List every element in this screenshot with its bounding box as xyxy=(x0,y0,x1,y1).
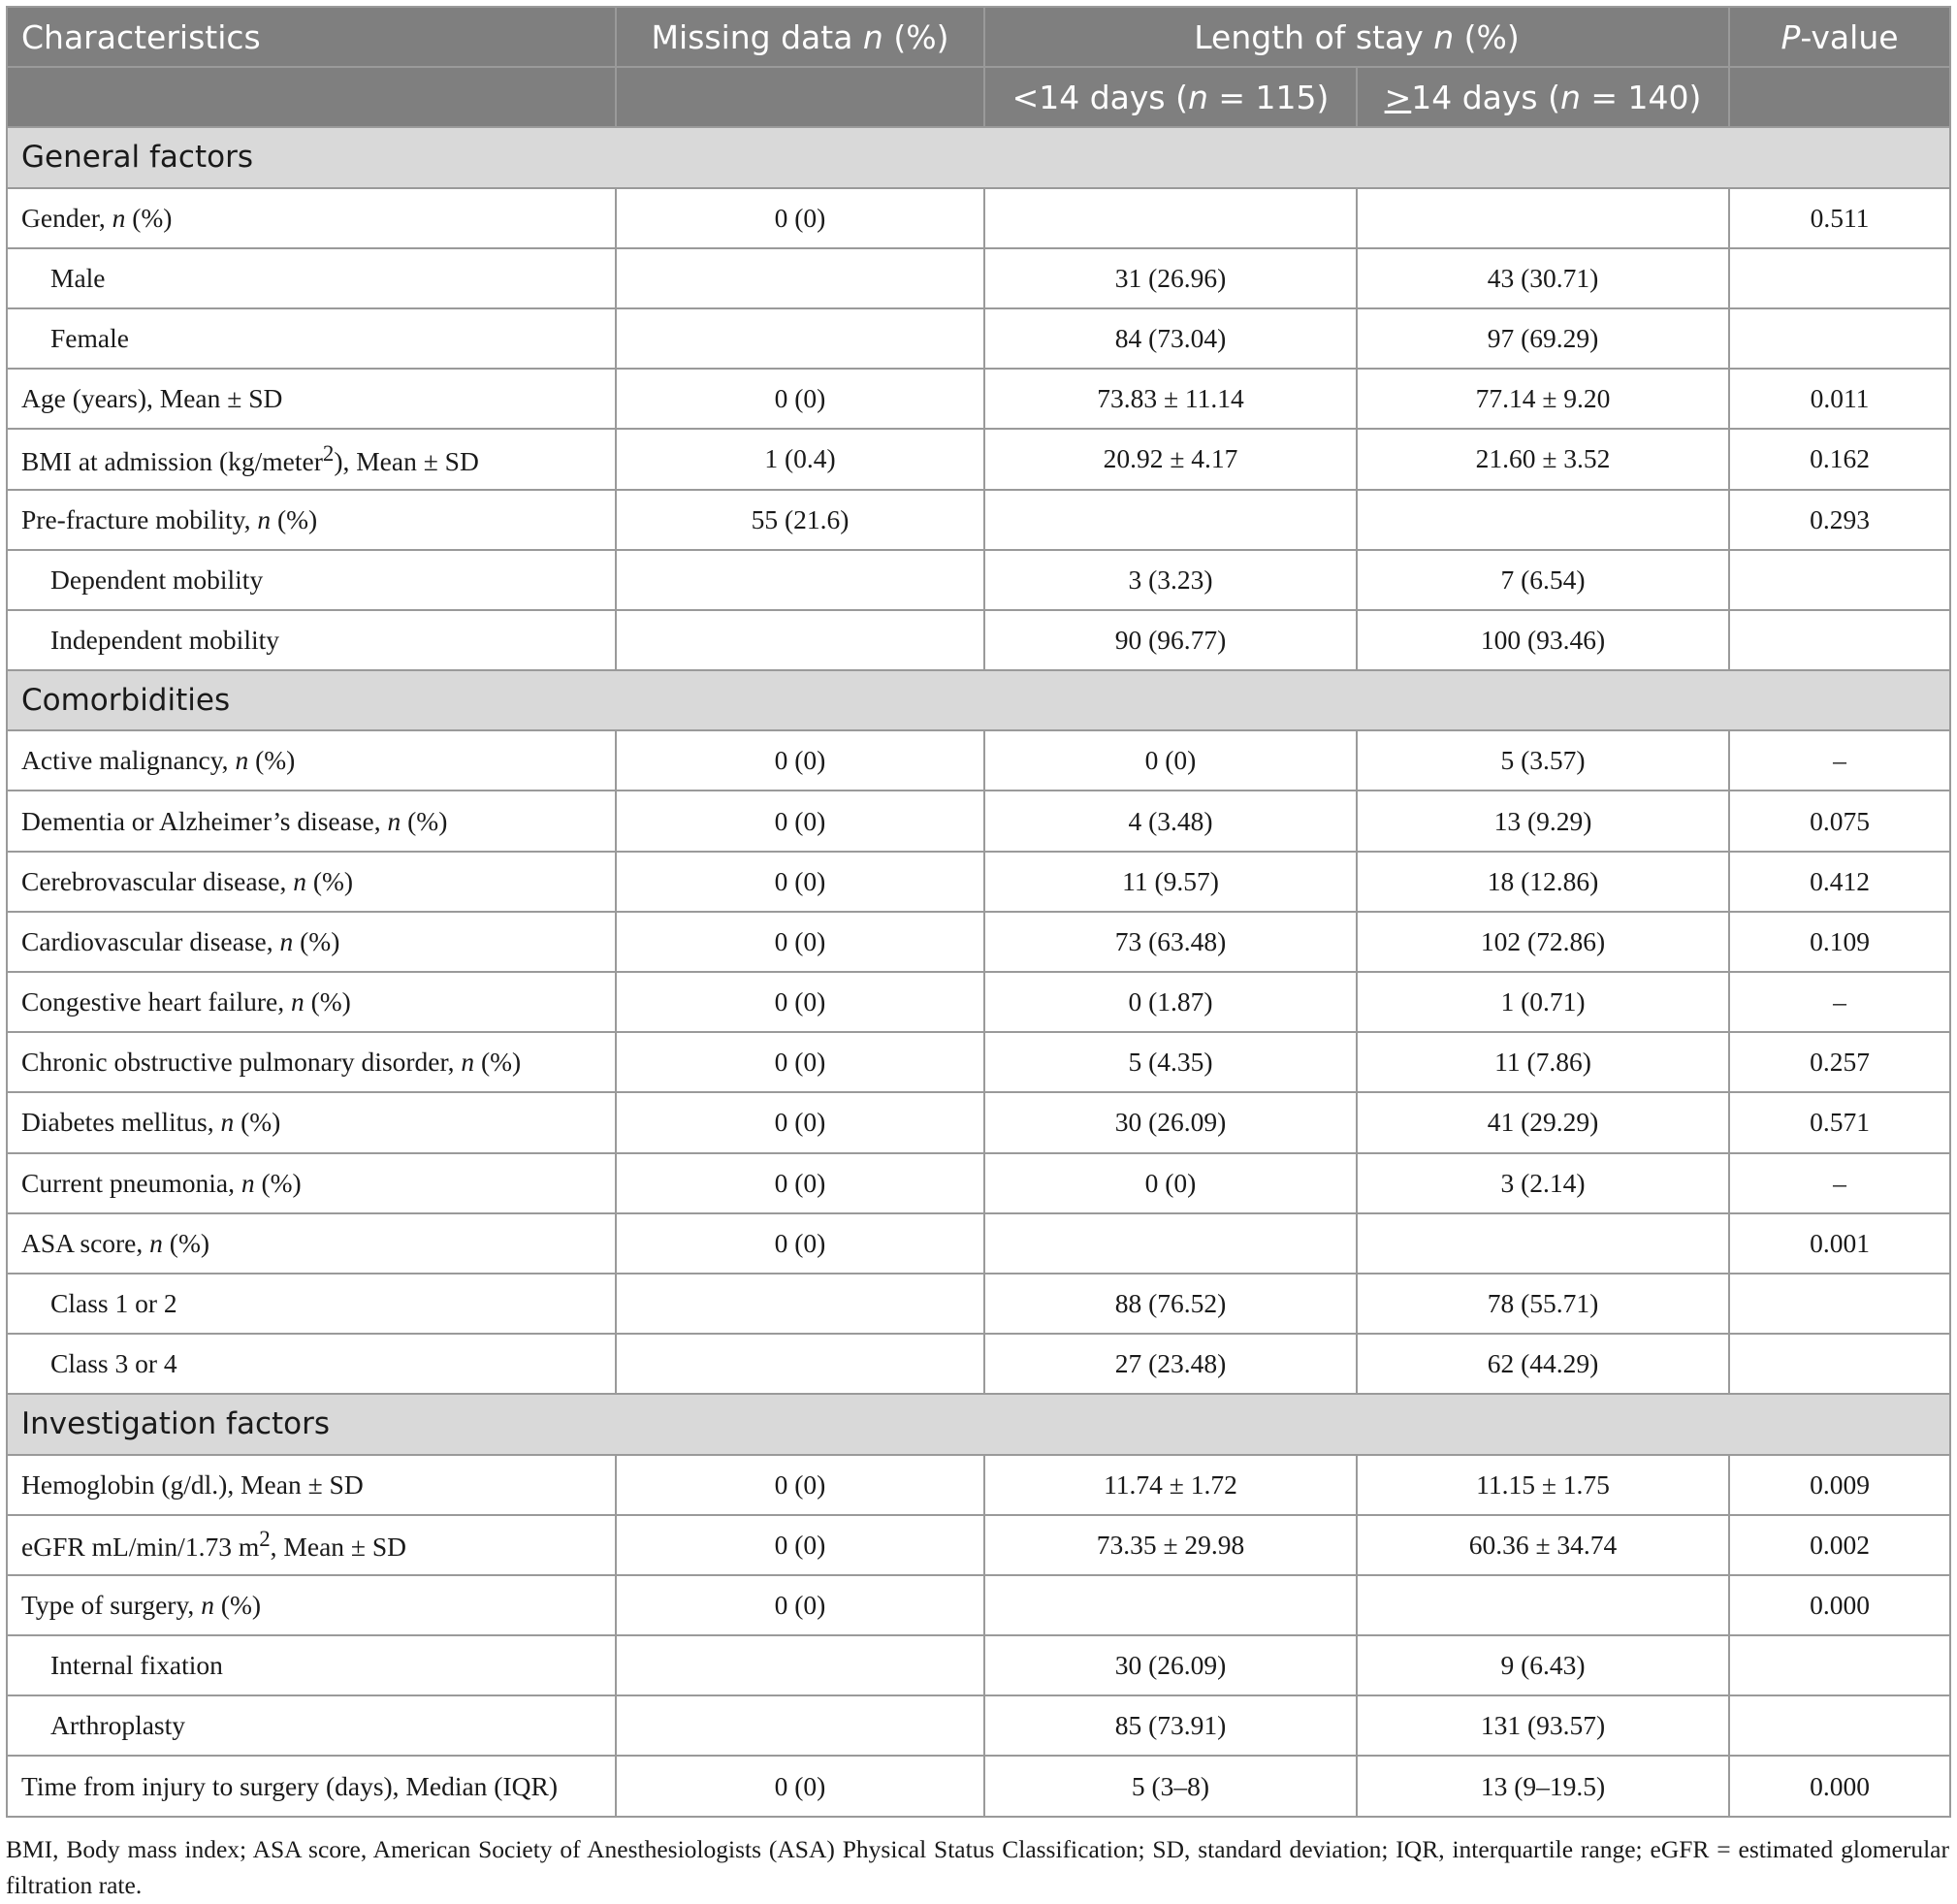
cell-under-14: 11.74 ± 1.72 xyxy=(984,1455,1357,1515)
cell-p-value xyxy=(1729,550,1950,610)
subheader-empty xyxy=(616,67,984,127)
cell-14-plus: 9 (6.43) xyxy=(1357,1635,1729,1695)
cell-missing: 0 (0) xyxy=(616,188,984,248)
cell-missing: 0 (0) xyxy=(616,730,984,791)
cell-under-14 xyxy=(984,188,1357,248)
header-group-under-14: <14 days (n = 115) xyxy=(984,67,1357,127)
cell-under-14: 11 (9.57) xyxy=(984,852,1357,912)
cell-missing xyxy=(616,1274,984,1334)
cell-p-value xyxy=(1729,1274,1950,1334)
cell-14-plus: 97 (69.29) xyxy=(1357,308,1729,369)
cell-under-14 xyxy=(984,1213,1357,1274)
row-label: Age (years), Mean ± SD xyxy=(7,369,616,429)
cell-under-14: 4 (3.48) xyxy=(984,791,1357,851)
cell-14-plus: 13 (9–19.5) xyxy=(1357,1756,1729,1816)
cell-missing: 0 (0) xyxy=(616,852,984,912)
header-missing-data: Missing data n (%) xyxy=(616,7,984,67)
section-title: Comorbidities xyxy=(7,670,1950,730)
cell-14-plus: 41 (29.29) xyxy=(1357,1092,1729,1152)
cell-under-14: 5 (4.35) xyxy=(984,1032,1357,1092)
cell-missing: 0 (0) xyxy=(616,791,984,851)
cell-under-14: 73 (63.48) xyxy=(984,912,1357,972)
cell-under-14: 85 (73.91) xyxy=(984,1695,1357,1756)
row-label: Internal fixation xyxy=(7,1635,616,1695)
table-row-type-of-surgery xyxy=(7,1575,1950,1635)
cell-missing: 0 (0) xyxy=(616,1455,984,1515)
cell-missing: 0 (0) xyxy=(616,1092,984,1152)
cell-missing: 0 (0) xyxy=(616,1575,984,1635)
row-label: Diabetes mellitus, n (%) xyxy=(7,1092,616,1152)
cell-p-value: 0.511 xyxy=(1729,188,1950,248)
table-row-arthroplasty xyxy=(7,1695,1950,1756)
cell-p-value: 0.293 xyxy=(1729,490,1950,550)
cell-under-14 xyxy=(984,1575,1357,1635)
cell-under-14: 30 (26.09) xyxy=(984,1092,1357,1152)
row-label: Type of surgery, n (%) xyxy=(7,1575,616,1635)
table-row-female xyxy=(7,308,1950,369)
subheader-empty xyxy=(7,67,616,127)
header-group-14-plus: >14 days (n = 140) xyxy=(1357,67,1729,127)
row-label: Dementia or Alzheimer’s disease, n (%) xyxy=(7,791,616,851)
cell-missing xyxy=(616,1635,984,1695)
section-title: General factors xyxy=(7,127,1950,187)
table-row-age xyxy=(7,369,1950,429)
section-general-factors xyxy=(7,127,1950,187)
header-row xyxy=(7,7,1950,67)
table-row-dementia xyxy=(7,791,1950,851)
table-row-prefracture-mobility xyxy=(7,490,1950,550)
cell-14-plus: 131 (93.57) xyxy=(1357,1695,1729,1756)
row-label: Female xyxy=(7,308,616,369)
cell-missing: 0 (0) xyxy=(616,1032,984,1092)
cell-p-value: 0.162 xyxy=(1729,429,1950,489)
row-label: Active malignancy, n (%) xyxy=(7,730,616,791)
row-label: Current pneumonia, n (%) xyxy=(7,1153,616,1213)
cell-under-14: 73.83 ± 11.14 xyxy=(984,369,1357,429)
cell-under-14: 0 (0) xyxy=(984,1153,1357,1213)
row-label: Dependent mobility xyxy=(7,550,616,610)
cell-p-value: 0.571 xyxy=(1729,1092,1950,1152)
cell-14-plus xyxy=(1357,1213,1729,1274)
table-row-dependent-mobility xyxy=(7,550,1950,610)
cell-missing: 0 (0) xyxy=(616,1515,984,1575)
row-label: Arthroplasty xyxy=(7,1695,616,1756)
cell-14-plus: 102 (72.86) xyxy=(1357,912,1729,972)
cell-p-value: – xyxy=(1729,1153,1950,1213)
section-title: Investigation factors xyxy=(7,1394,1950,1454)
table-row-class-3-4 xyxy=(7,1334,1950,1394)
section-investigation-factors xyxy=(7,1394,1950,1454)
table-row-class-1-2 xyxy=(7,1274,1950,1334)
table-row-bmi xyxy=(7,429,1950,489)
cell-p-value: – xyxy=(1729,730,1950,791)
table-footnote: BMI, Body mass index; ASA score, American Society of Anesthesiologists (ASA) Physical Status Classification; SD, standard deviation; IQR, interquartile range; eGFR = estimated glomerular filtration rate. xyxy=(6,1834,1949,1899)
cell-p-value: 0.257 xyxy=(1729,1032,1950,1092)
cell-under-14: 73.35 ± 29.98 xyxy=(984,1515,1357,1575)
cell-missing xyxy=(616,308,984,369)
cell-14-plus: 5 (3.57) xyxy=(1357,730,1729,791)
cell-p-value: 0.000 xyxy=(1729,1756,1950,1816)
cell-under-14: 88 (76.52) xyxy=(984,1274,1357,1334)
cell-p-value: 0.109 xyxy=(1729,912,1950,972)
cell-14-plus xyxy=(1357,1575,1729,1635)
row-label: Independent mobility xyxy=(7,610,616,670)
cell-p-value xyxy=(1729,610,1950,670)
cell-missing: 0 (0) xyxy=(616,369,984,429)
cell-p-value xyxy=(1729,308,1950,369)
cell-14-plus: 13 (9.29) xyxy=(1357,791,1729,851)
cell-missing xyxy=(616,610,984,670)
cell-p-value: 0.000 xyxy=(1729,1575,1950,1635)
cell-p-value: 0.075 xyxy=(1729,791,1950,851)
row-label: Class 1 or 2 xyxy=(7,1274,616,1334)
table-row-current-pneumonia xyxy=(7,1153,1950,1213)
table-row-cerebrovascular xyxy=(7,852,1950,912)
cell-p-value xyxy=(1729,1334,1950,1394)
cell-14-plus: 1 (0.71) xyxy=(1357,972,1729,1032)
table-row-independent-mobility xyxy=(7,610,1950,670)
cell-under-14: 0 (1.87) xyxy=(984,972,1357,1032)
cell-14-plus: 11 (7.86) xyxy=(1357,1032,1729,1092)
cell-p-value xyxy=(1729,1635,1950,1695)
cell-missing: 0 (0) xyxy=(616,1213,984,1274)
cell-missing xyxy=(616,1334,984,1394)
table-row-active-malignancy xyxy=(7,730,1950,791)
row-label: Hemoglobin (g/dl.), Mean ± SD xyxy=(7,1455,616,1515)
cell-p-value: 0.011 xyxy=(1729,369,1950,429)
cell-14-plus: 77.14 ± 9.20 xyxy=(1357,369,1729,429)
row-label: Pre-fracture mobility, n (%) xyxy=(7,490,616,550)
cell-p-value: 0.001 xyxy=(1729,1213,1950,1274)
row-label: ASA score, n (%) xyxy=(7,1213,616,1274)
table-row-hemoglobin xyxy=(7,1455,1950,1515)
header-length-of-stay: Length of stay n (%) xyxy=(984,7,1729,67)
row-label: Class 3 or 4 xyxy=(7,1334,616,1394)
cell-missing: 0 (0) xyxy=(616,1756,984,1816)
cell-missing: 55 (21.6) xyxy=(616,490,984,550)
header-p-value: P-value xyxy=(1729,7,1950,67)
row-label: Male xyxy=(7,248,616,308)
cell-under-14: 84 (73.04) xyxy=(984,308,1357,369)
cell-14-plus: 7 (6.54) xyxy=(1357,550,1729,610)
table-container xyxy=(6,6,1949,1903)
table-row-diabetes xyxy=(7,1092,1950,1152)
cell-p-value: 0.412 xyxy=(1729,852,1950,912)
cell-under-14: 31 (26.96) xyxy=(984,248,1357,308)
cell-14-plus: 3 (2.14) xyxy=(1357,1153,1729,1213)
row-label: eGFR mL/min/1.73 $m^2$, Mean ± SD xyxy=(7,1515,616,1575)
characteristics-table xyxy=(6,6,1951,1818)
cell-under-14: 0 (0) xyxy=(984,730,1357,791)
row-label: Gender, n (%) xyxy=(7,188,616,248)
table-row-gender xyxy=(7,188,1950,248)
cell-missing xyxy=(616,1695,984,1756)
cell-14-plus: 60.36 ± 34.74 xyxy=(1357,1515,1729,1575)
table-row-cardiovascular xyxy=(7,912,1950,972)
row-label: Cerebrovascular disease, n (%) xyxy=(7,852,616,912)
cell-14-plus: 18 (12.86) xyxy=(1357,852,1729,912)
cell-missing: 0 (0) xyxy=(616,912,984,972)
row-label: BMI at admission (kg/meter$^2$), Mean ± SD xyxy=(7,429,616,489)
cell-under-14: 27 (23.48) xyxy=(984,1334,1357,1394)
cell-14-plus xyxy=(1357,490,1729,550)
cell-p-value: 0.002 xyxy=(1729,1515,1950,1575)
cell-14-plus: 100 (93.46) xyxy=(1357,610,1729,670)
table-row-congestive-heart-failure xyxy=(7,972,1950,1032)
cell-under-14 xyxy=(984,490,1357,550)
cell-p-value xyxy=(1729,1695,1950,1756)
row-label: Congestive heart failure, n (%) xyxy=(7,972,616,1032)
cell-14-plus: 78 (55.71) xyxy=(1357,1274,1729,1334)
cell-14-plus: 21.60 ± 3.52 xyxy=(1357,429,1729,489)
cell-14-plus: 43 (30.71) xyxy=(1357,248,1729,308)
cell-14-plus xyxy=(1357,188,1729,248)
table-row-copd xyxy=(7,1032,1950,1092)
subheader-empty xyxy=(1729,67,1950,127)
cell-missing: 1 (0.4) xyxy=(616,429,984,489)
table-row-egfr xyxy=(7,1515,1950,1575)
cell-under-14: 30 (26.09) xyxy=(984,1635,1357,1695)
cell-missing: 0 (0) xyxy=(616,972,984,1032)
cell-p-value: – xyxy=(1729,972,1950,1032)
cell-14-plus: 62 (44.29) xyxy=(1357,1334,1729,1394)
cell-p-value: 0.009 xyxy=(1729,1455,1950,1515)
cell-missing: 0 (0) xyxy=(616,1153,984,1213)
section-comorbidities xyxy=(7,670,1950,730)
cell-under-14: 3 (3.23) xyxy=(984,550,1357,610)
cell-under-14: 90 (96.77) xyxy=(984,610,1357,670)
cell-under-14: 5 (3–8) xyxy=(984,1756,1357,1816)
cell-p-value xyxy=(1729,248,1950,308)
row-label: Cardiovascular disease, n (%) xyxy=(7,912,616,972)
table-row-internal-fixation xyxy=(7,1635,1950,1695)
row-label: Time from injury to surgery (days), Median (IQR) xyxy=(7,1756,616,1816)
row-label: Chronic obstructive pulmonary disorder, n (%) xyxy=(7,1032,616,1092)
subheader-row xyxy=(7,67,1950,127)
table-row-male xyxy=(7,248,1950,308)
cell-missing xyxy=(616,248,984,308)
table-row-asa-score xyxy=(7,1213,1950,1274)
cell-14-plus: 11.15 ± 1.75 xyxy=(1357,1455,1729,1515)
header-characteristics: Characteristics xyxy=(7,7,616,67)
table-row-time-to-surgery xyxy=(7,1756,1950,1816)
cell-missing xyxy=(616,550,984,610)
cell-under-14: 20.92 ± 4.17 xyxy=(984,429,1357,489)
